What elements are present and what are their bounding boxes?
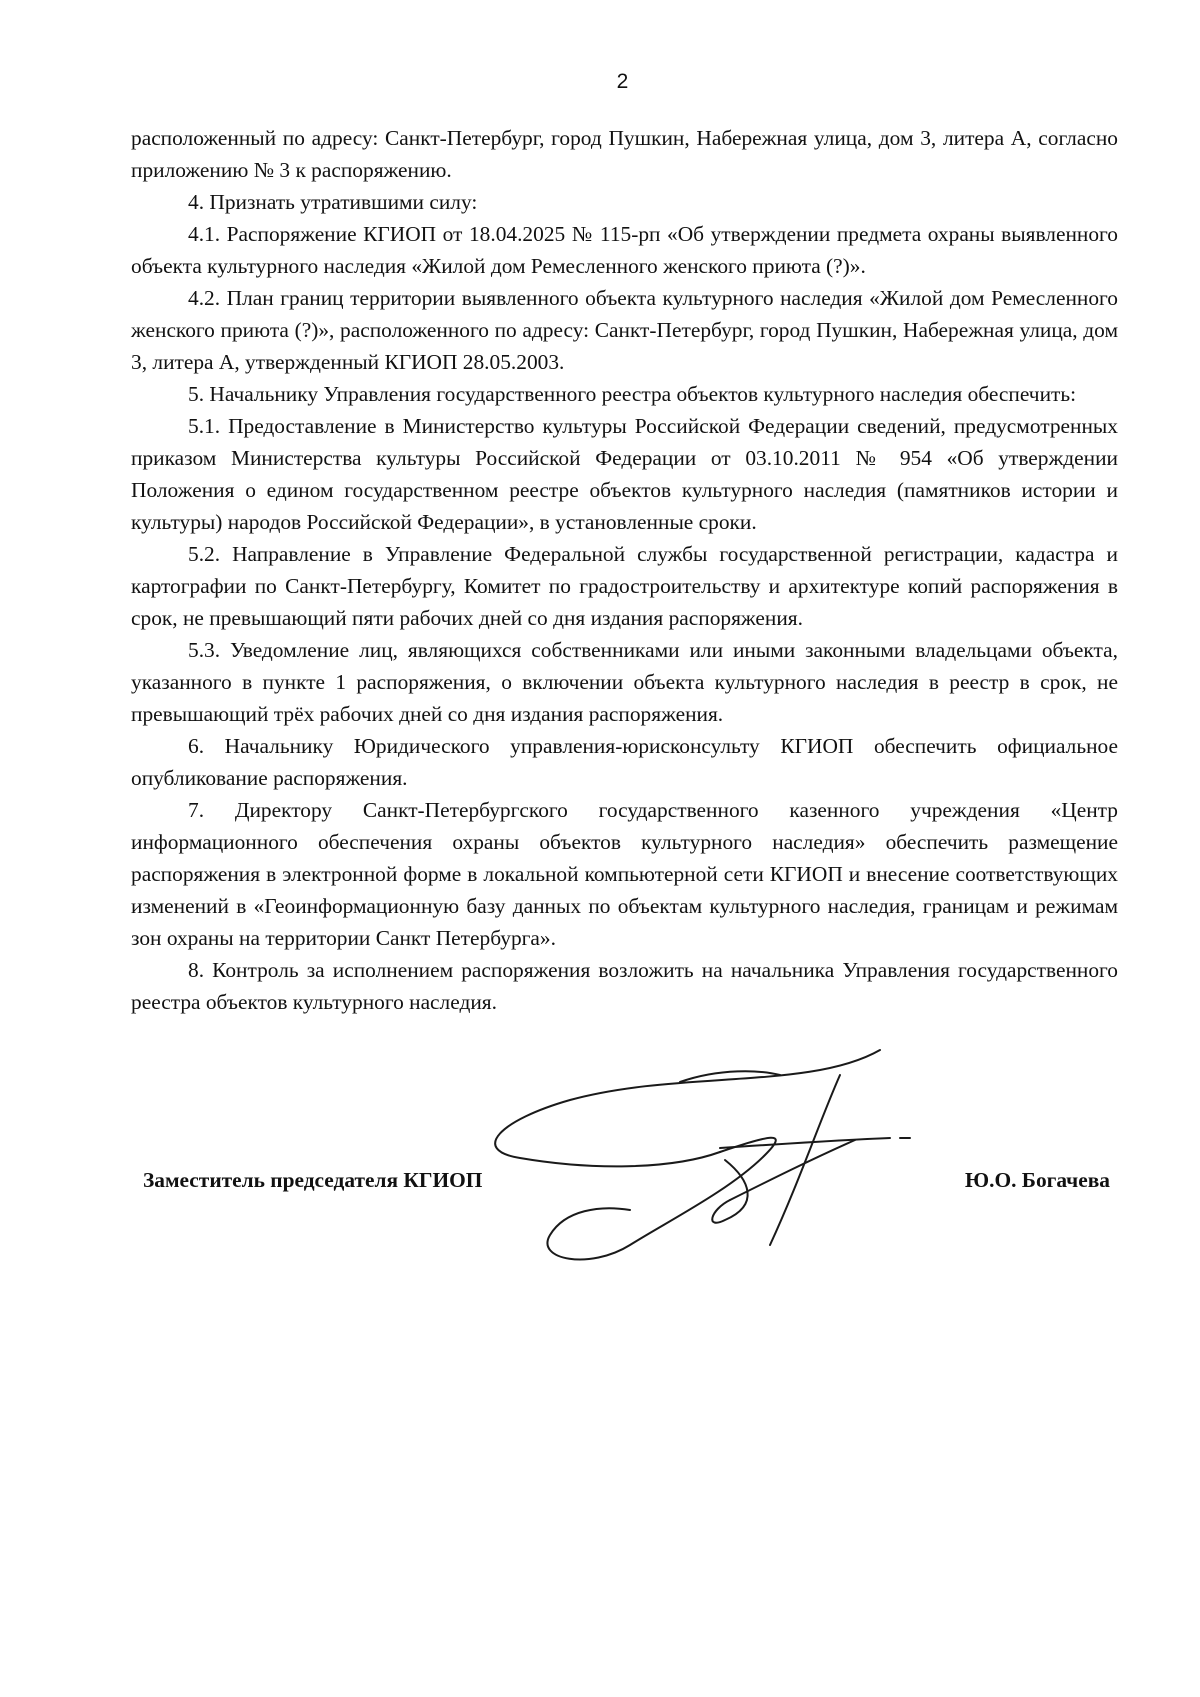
signer-title: Заместитель председателя КГИОП (143, 1168, 483, 1192)
paragraph-item-8: 8. Контроль за исполнением распоряжения возложить на начальника Управления государственного реестра объектов культурного наследия. (131, 958, 1118, 1014)
paragraph-item-4-1: 4.1. Распоряжение КГИОП от 18.04.2025 № 115-рп «Об утверждении предмета охраны выявленного объекта культурного наследия «Жилой дом Ремесленного женского приюта (?)». (131, 222, 1118, 278)
paragraph-address-continuation: расположенный по адресу: Санкт-Петербург, город Пушкин, Набережная улица, дом 3, литера А, согласно приложению № 3 к распоряжению. (131, 126, 1118, 182)
signer-name: Ю.О. Богачева (965, 1168, 1110, 1192)
paragraph-item-5-3: 5.3. Уведомление лиц, являющихся собственниками или иными законными владельцами объекта, указанного в пункте 1 распоряжения, о включении объекта культурного наследия в реестр в срок, не превышающий трёх рабочих дней со дня издания распоряжения. (131, 638, 1118, 726)
paragraph-item-5-1: 5.1. Предоставление в Министерство культуры Российской Федерации сведений, предусмотренных приказом Министерства культуры Российской Федерации от 03.10.2011 № 954 «Об утверждении Положения о едином государственном реестре объектов культурного наследия (памятников истории и культуры) народов Российской Федерации», в установленные сроки. (131, 414, 1118, 534)
paragraph-item-5: 5. Начальнику Управления государственного реестра объектов культурного наследия обеспечить: (188, 382, 1077, 406)
paragraph-item-4-2: 4.2. План границ территории выявленного объекта культурного наследия «Жилой дом Ремесленного женского приюта (?)», расположенного по адресу: Санкт-Петербург, город Пушкин, Набережная улица, дом 3, литера А, утвержденный КГИОП 28.05.2003. (131, 286, 1118, 374)
paragraph-item-5-2: 5.2. Направление в Управление Федеральной службы государственной регистрации, кадастра и картографии по Санкт-Петербургу, Комитет по градостроительству и архитектуре копий распоряжения в срок, не превышающий пяти рабочих дней со дня издания распоряжения. (131, 542, 1118, 630)
page-number: 2 (616, 70, 629, 93)
paragraph-item-7: 7. Директору Санкт-Петербургского государственного казенного учреждения «Центр информационного обеспечения охраны объектов культурного наследия» обеспечить размещение распоряжения в электронной форме в локальной компьютерной сети КГИОП и внесение соответствующих изменений в «Геоинформационную базу данных по объектам культурного наследия, границам и режимам зон охраны на территории Санкт Петербурга». (131, 798, 1118, 950)
document-body (131, 122, 1118, 1018)
paragraph-item-6: 6. Начальнику Юридического управления-юрисконсульту КГИОП обеспечить официальное опубликование распоряжения. (131, 734, 1118, 790)
paragraph-item-4: 4. Признать утратившими силу: (188, 190, 478, 214)
handwritten-signature (480, 1030, 940, 1280)
